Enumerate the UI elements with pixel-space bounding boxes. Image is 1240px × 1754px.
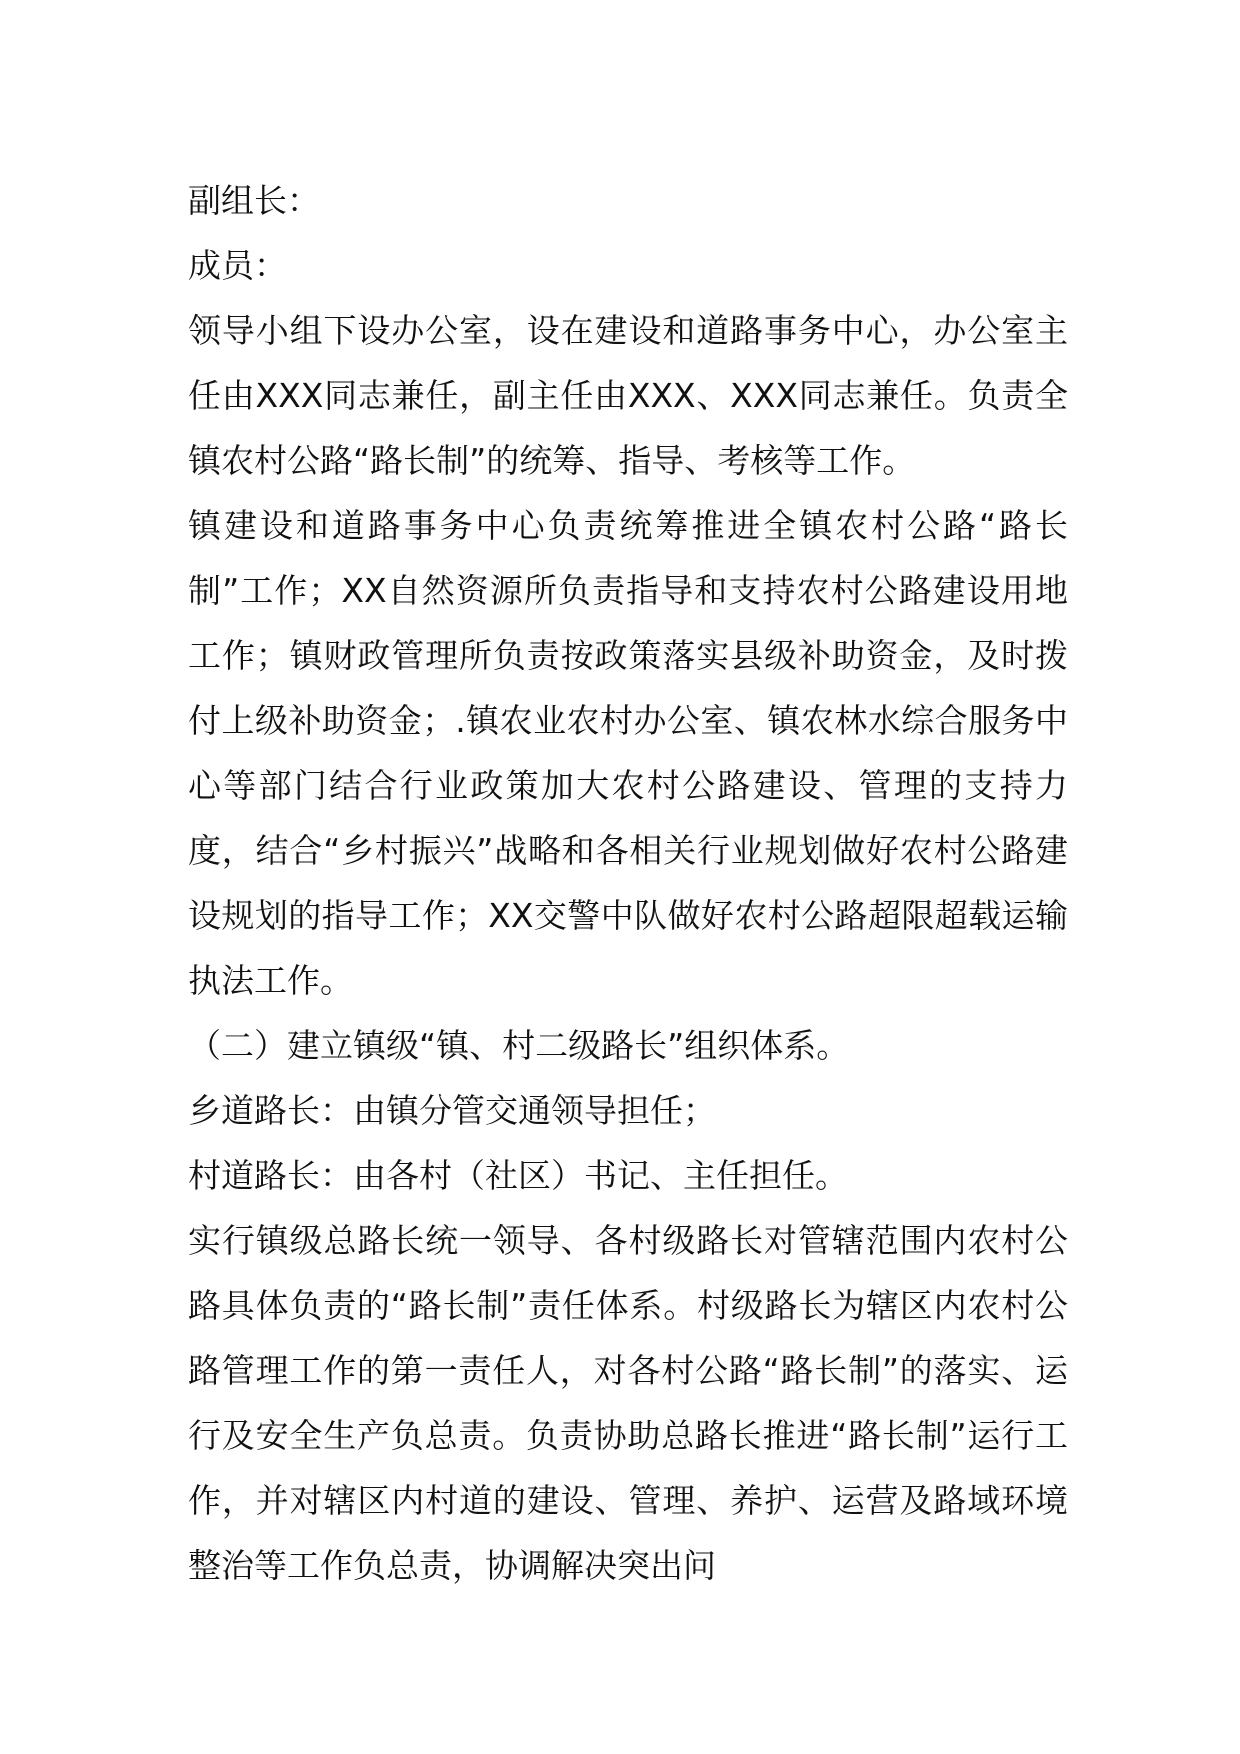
paragraph-members: 成员： xyxy=(188,246,287,285)
paragraph-township-road-chief: 乡道路长：由镇分管交通领导担任； xyxy=(188,1091,716,1130)
paragraph-deputy-leader: 副组长： xyxy=(188,181,320,220)
document-body xyxy=(188,168,1068,1598)
paragraph-department-duties: 镇建设和道路事务中心负责统筹推进全镇农村公路“路长制”工作；XX自然资源所负责指导和支持农村公路建设用地工作；镇财政管理所负责按政策落实县级补助资金，及时拨付上级补助资金；.镇农业农村办公室、镇农林水综合服务中心等部门结合行业政策加大农村公路建设、管理的支持力度，结合“乡村振兴”战略和各相关行业规划做好农村公路建设规划的指导工作；XX交警中队做好农村公路超限超载运输执法工作。 xyxy=(188,506,1068,1000)
section-heading-two-level-system: （二）建立镇级“镇、村二级路长”组织体系。 xyxy=(188,1026,850,1065)
paragraph-village-road-chief: 村道路长：由各村（社区）书记、主任担任。 xyxy=(188,1156,848,1195)
paragraph-office-setup: 领导小组下设办公室，设在建设和道路事务中心，办公室主任由XXX同志兼任，副主任由XXX、XXX同志兼任。负责全镇农村公路“路长制”的统筹、指导、考核等工作。 xyxy=(188,311,1068,480)
paragraph-responsibility-system: 实行镇级总路长统一领导、各村级路长对管辖范围内农村公路具体负责的“路长制”责任体系。村级路长为辖区内农村公路管理工作的第一责任人，对各村公路“路长制”的落实、运行及安全生产负总责。负责协助总路长推进“路长制”运行工作，并对辖区内村道的建设、管理、养护、运营及路域环境整治等工作负总责，协调解决突出问 xyxy=(188,1221,1068,1585)
